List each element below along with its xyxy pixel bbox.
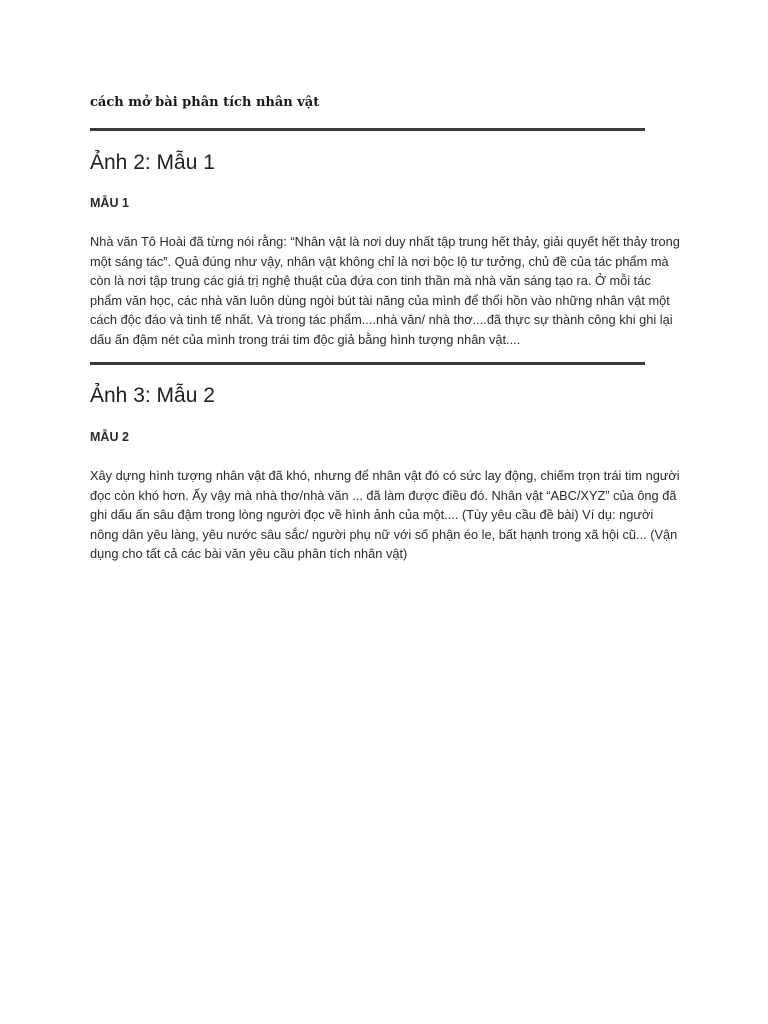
section-divider: [90, 128, 645, 131]
section-subheading-mau-1: MẪU 1: [90, 196, 129, 210]
section-paragraph-mau-2: Xây dựng hình tượng nhân vật đã khó, nhưng để nhân vật đó có sức lay động, chiếm trọn trái tim người đọc còn khó hơn. Ấy vậy mà nhà thơ/nhà văn ... đã làm được điều đó. Nhân vật “ABC/XYZ” của ông đã ghi dấu ấn sâu đậm trong lòng người đọc về hình ảnh của một.... (Tùy yêu cầu đề bài) Ví dụ: người nông dân yêu làng, yêu nước sâu sắc/ người phụ nữ với số phận éo le, bất hạnh trong xã hội cũ... (Vận dụng cho tất cả các bài văn yêu cầu phân tích nhân vật): [90, 468, 680, 561]
section-paragraph-mau-1: Nhà văn Tô Hoài đã từng nói rằng: “Nhân vật là nơi duy nhất tập trung hết thảy, giải quyết hết thảy trong một sáng tác”. Quả đúng như vậy, nhân vật không chỉ là nơi bộc lộ tư tưởng, chủ đề của tác phẩm mà còn là nơi tập trung các giá trị nghệ thuật của đứa con tinh thần mà nhà văn sáng tạo ra. Ở mỗi tác phẩm văn học, các nhà văn luôn dùng ngòi bút tài năng của mình để thổi hồn vào những nhân vật một cách độc đáo và tinh tế nhất. Và trong tác phẩm....nhà văn/ nhà thơ....đã thực sự thành công khi ghi lại dấu ấn đậm nét của mình trong trái tim độc giả bằng hình tượng nhân vật....: [90, 234, 680, 347]
section-divider: [90, 362, 645, 365]
section-heading-mau-2: Ảnh 3: Mẫu 2: [90, 384, 215, 407]
section-subheading-mau-2: MẪU 2: [90, 430, 129, 444]
document-title: cách mở bài phân tích nhân vật: [90, 95, 320, 110]
section-heading-mau-1: Ảnh 2: Mẫu 1: [90, 151, 215, 174]
